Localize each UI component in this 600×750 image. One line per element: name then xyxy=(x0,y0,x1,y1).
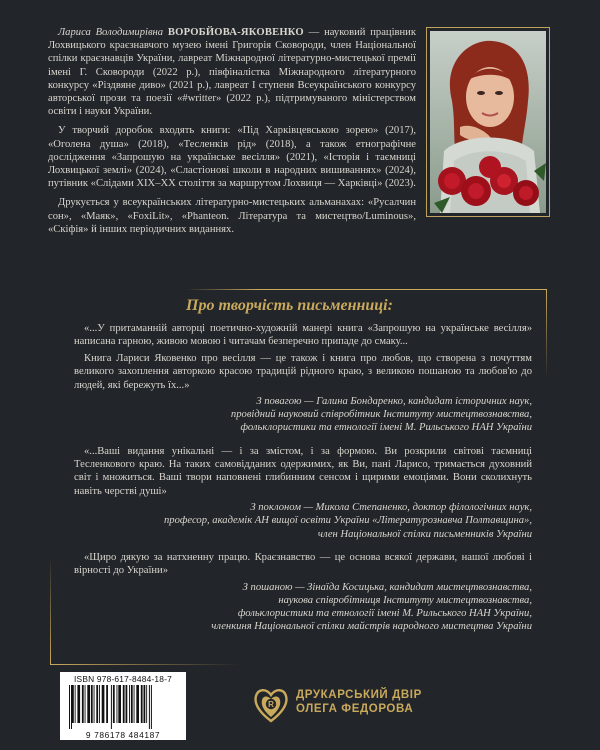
author-bio xyxy=(48,26,416,242)
author-name-surname: ВОРОБЙОВА-ЯКОВЕНКО xyxy=(167,27,304,38)
isbn-text: ISBN 978-617-8484-18-7 xyxy=(74,674,172,684)
review-2-signature xyxy=(74,501,532,541)
heart-drop-logo-icon xyxy=(250,683,292,725)
author-photo-frame xyxy=(426,27,550,217)
barcode-bar xyxy=(69,685,70,729)
frame-line-top xyxy=(186,289,546,290)
barcode-bar xyxy=(102,685,105,723)
publisher-name-line-2: ОЛЕГА ФЕДОРОВА xyxy=(296,703,414,715)
reviews-heading: Про творчість письменниці: xyxy=(186,297,393,314)
barcode-bar xyxy=(91,685,93,723)
barcode-bar xyxy=(71,685,72,729)
publisher-name-line-1: ДРУКАРСЬКИЙ ДВІР xyxy=(296,689,422,701)
barcode-bar xyxy=(129,685,130,723)
barcode-bar xyxy=(131,685,133,723)
barcode-bar xyxy=(151,685,152,729)
barcode-bar xyxy=(96,685,98,723)
review-1-sign-line-1: З повагою — Галина Бондаренко, кандидат історичних наук, xyxy=(256,396,532,408)
bio-paragraph-2: У творчий доробок входять книги: «Під Харківцевською зорею» (2017), «Оголена душа» (2018), «Тесленків рід» (2018), а також етнографічне дослідження «Запрошую на українське весілля» (2021), «Історія і таємниці Лохвицької землі» (2024), «Сластіонові школи в народних вишиваннях» (2024), путівник «Слідами XIX–XX століття за маршрутом Лохвиця — Харківці» (2023). xyxy=(48,125,416,190)
publisher-name xyxy=(296,688,436,716)
review-1-sign-line-2: провідний науковий співробітник Інституту мистецтвознавства, xyxy=(230,409,532,421)
bio-paragraph-3: Друкується у всеукраїнських літературно-мистецьких альманахах: «Русалчин сон», «Маяк», «FoxiLit», «Phanteon. Література та мистецтво/Luminous», «Скіфія» й інших періодичних виданнях. xyxy=(48,197,416,235)
review-3-sign-line-4: членкиня Національної спілки майстрів народного мистецтва України xyxy=(211,621,532,633)
frame-line-left xyxy=(50,555,51,665)
reviews-list xyxy=(74,322,532,644)
review-1-sign-line-3: фольклористики та етнології імені М. Рильського НАН України xyxy=(240,422,532,434)
ean-number: 9 786178 484187 xyxy=(85,730,161,740)
review-2-paragraph-1: «...Ваші видання унікальні — і за змістом, і за формою. Ви розкрили світові таємниці Тесленкового краю. На таких самовідданих одержимих, як Ви, пані Ларисо, тримається духовний світ і множиться. Ваші твори наповнені глибинним сенсом і щирими емоціями. Вони сколихнуть навіть черстві душі» xyxy=(74,445,532,497)
isbn-barcode xyxy=(60,672,186,740)
review-3-paragraph-1: «Щиро дякую за натхненну працю. Краєзнавство — це основа всякої держави, нашої любові і вірності до України» xyxy=(74,551,532,577)
author-name-dash: — xyxy=(303,27,320,38)
barcode-bar xyxy=(94,685,95,723)
barcode-bar xyxy=(144,685,146,723)
barcode-bar xyxy=(136,685,139,723)
barcode-bar xyxy=(146,685,147,723)
barcode-bar xyxy=(149,685,150,729)
barcode-bar xyxy=(134,685,135,723)
author-portrait-image xyxy=(430,31,546,213)
author-name-first: Лариса Володимирівна xyxy=(58,27,164,38)
bio-text-1: науковий працівник Лохвицького краєзнавчого музею імені Григорія Сковороди, член Національної спілки краєзнавців України, лавреат Міжнародної літературно-мистецької премії імені Г. Сковороди (2022 р.), півфіналістка Міжнародного літературного конкурсу «Різдвяне диво» (2021 р.), лавреат I ступеня Всеукраїнського конкурсу авторської прози та поезії «#writter» (2022 р.), підтримуваного міністерством освіти і науки України. xyxy=(48,27,416,118)
bio-paragraph-1 xyxy=(48,26,416,118)
barcode-bars-icon xyxy=(67,685,179,729)
barcode-bar xyxy=(99,685,100,723)
review-1-signature xyxy=(74,395,532,435)
barcode-bar xyxy=(75,685,76,723)
barcode-bar xyxy=(141,685,143,723)
review-2-sign-line-2: професор, академік АН вищої освіти України «Літературознавча Полтавщина», xyxy=(163,515,532,527)
review-3-signature xyxy=(74,581,532,634)
barcode-bar xyxy=(106,685,108,723)
barcode-bar xyxy=(118,685,121,723)
barcode-bar xyxy=(82,685,84,723)
barcode-bar xyxy=(77,685,80,723)
review-2-sign-line-1: З поклоном — Микола Степаненко, доктор філологічних наук, xyxy=(250,502,532,514)
barcode-bar xyxy=(113,685,115,723)
review-3-sign-line-1: З пошаною — Зінаїда Косицька, кандидат мистецтвознавства, xyxy=(242,581,532,593)
review-1 xyxy=(74,322,532,435)
barcode-bar xyxy=(123,685,125,723)
review-3 xyxy=(74,551,532,634)
barcode-bar xyxy=(111,685,112,729)
review-3-sign-line-2: наукова співробітниця Інституту мистецтвознавства, xyxy=(278,594,532,606)
barcode-bar xyxy=(72,685,74,723)
author-photo xyxy=(430,31,546,213)
barcode-bar xyxy=(85,685,86,723)
barcode-bar xyxy=(117,685,118,723)
review-2 xyxy=(74,445,532,541)
review-2-sign-line-3: член Національної спілки письменників України xyxy=(317,528,532,540)
publisher-logo-letter: R xyxy=(268,700,274,710)
review-1-paragraph-1: «...У притаманній авторці поетично-художній манері книга «Запрошую на українське весілля» написана гарною, живою мовою і читачам безперечно припаде до смаку... xyxy=(74,323,532,348)
barcode-bar xyxy=(126,685,128,723)
barcode-bar xyxy=(87,685,90,723)
review-3-sign-line-3: фольклористики та етнології імені М. Рильського НАН України, xyxy=(237,608,532,620)
frame-line-bottom xyxy=(50,664,240,665)
review-1-paragraph-2: Книга Лариси Яковенко про весілля — це також і книга про любов, що створена з почуттям великого захоплення авторкою красою традицій рідного краю, з великою пошаною та любов'ю до людей, які бережуть їх...» xyxy=(74,352,532,391)
frame-line-right xyxy=(546,289,547,379)
